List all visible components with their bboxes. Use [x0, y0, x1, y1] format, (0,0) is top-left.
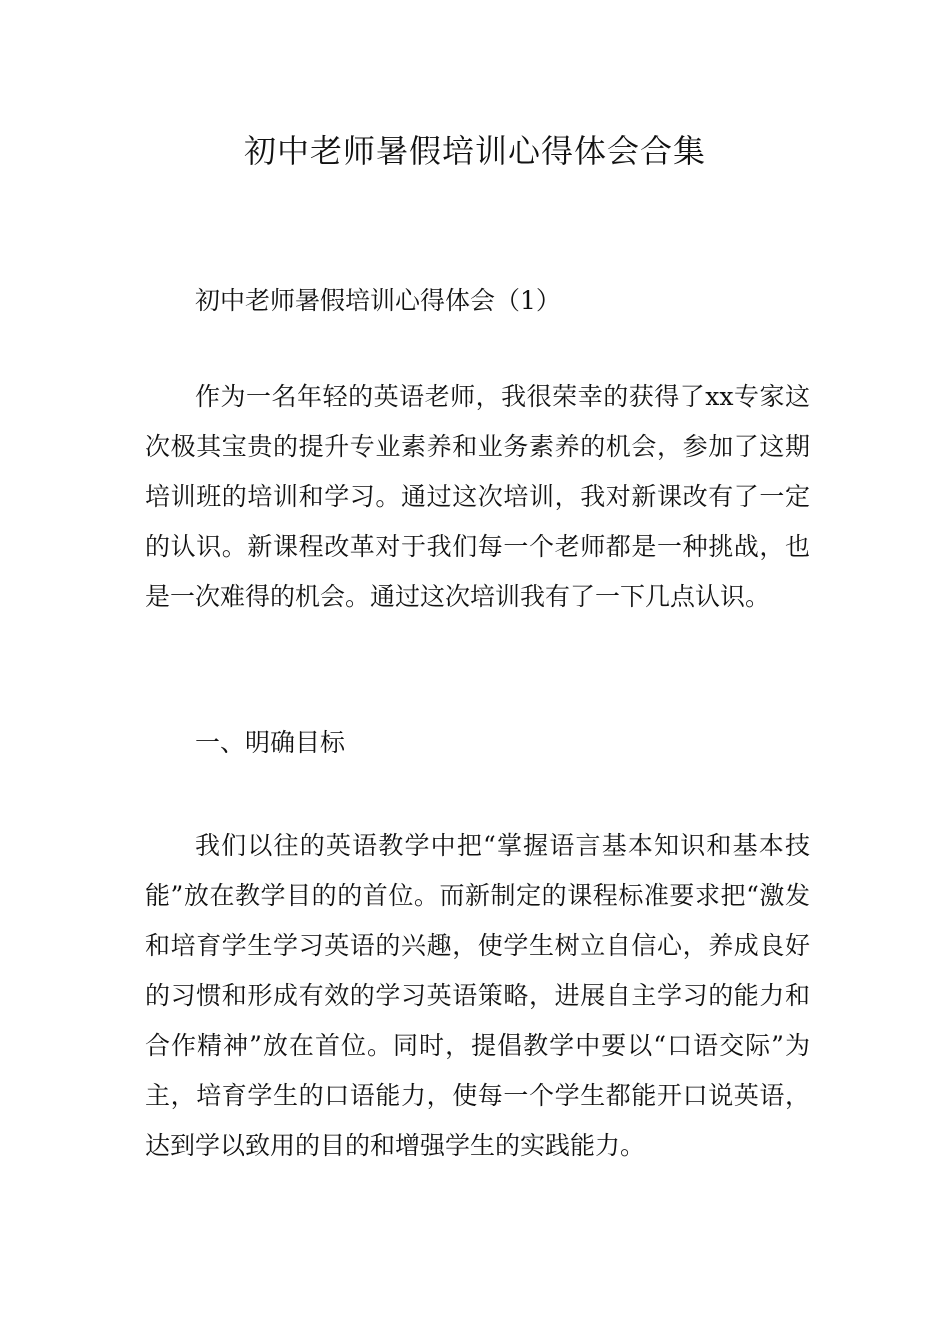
paragraph-2: 我们以往的英语教学中把“掌握语言基本知识和基本技能”放在教学目的的首位。而新制定的课程标准要求把“激发和培育学生学习英语的兴趣，使学生树立自信心，养成良好的习惯和形成有效的学习英语策略，进展自主学习的能力和合作精神”放在首位。同时，提倡教学中要以“口语交际”为主，培育学生的口语能力，使每一个学生都能开口说英语，达到学以致用的目的和增强学生的实践能力。 — [145, 831, 810, 1160]
document-title: 初中老师暑假培训心得体会合集 — [243, 132, 706, 170]
paragraph-1: 作为一名年轻的英语老师，我很荣幸的获得了xx专家这次极其宝贵的提升专业素养和业务素养的机会，参加了这期培训班的培训和学习。通过这次培训，我对新课改有了一定的认识。新课程改革对于我们每一个老师都是一种挑战，也是一次难得的机会。通过这次培训我有了一下几点认识。 — [145, 382, 810, 611]
section-heading-1: 一、明确目标 — [195, 728, 346, 757]
subtitle: 初中老师暑假培训心得体会（1） — [195, 286, 561, 315]
